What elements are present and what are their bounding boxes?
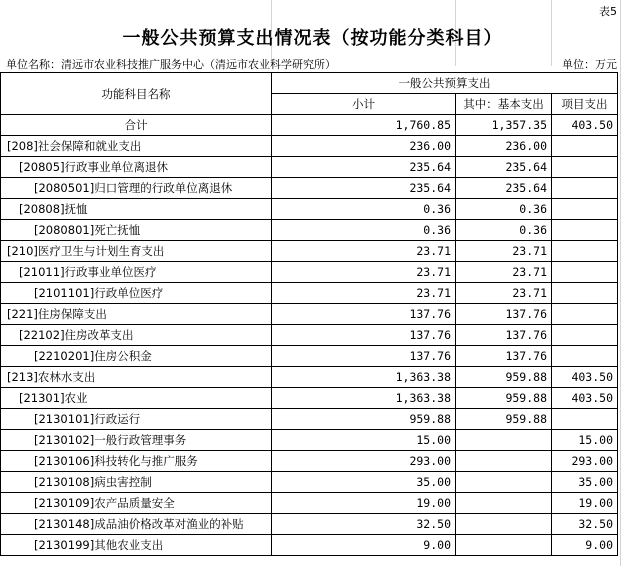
row-project-cell[interactable] <box>552 241 618 262</box>
row-project-cell[interactable] <box>552 346 618 367</box>
row-project-cell[interactable]: 19.00 <box>552 493 618 514</box>
row-name-cell[interactable]: [221]住房保障支出 <box>1 304 272 325</box>
table-row <box>1 409 618 430</box>
unit-name: 单位名称：清远市农业科技推广服务中心（清远市农业科学研究所） <box>6 58 336 71</box>
row-project-cell[interactable]: 403.50 <box>552 115 618 136</box>
row-basic-cell[interactable]: 137.76 <box>456 346 552 367</box>
row-subtotal-cell[interactable]: 137.76 <box>272 304 456 325</box>
row-basic-cell[interactable]: 23.71 <box>456 262 552 283</box>
table-row <box>1 535 618 556</box>
row-basic-cell[interactable]: 959.88 <box>456 388 552 409</box>
table-row <box>1 430 618 451</box>
table-row <box>1 451 618 472</box>
expenditure-table <box>0 72 618 556</box>
sheet-right-edge <box>620 0 621 566</box>
row-subtotal-cell[interactable]: 137.76 <box>272 325 456 346</box>
row-subtotal-cell[interactable]: 1,760.85 <box>272 115 456 136</box>
header-group-cell[interactable]: 一般公共预算支出 <box>272 73 618 94</box>
row-basic-cell[interactable]: 137.76 <box>456 304 552 325</box>
row-name-cell[interactable]: [2130106]科技转化与推广服务 <box>1 451 272 472</box>
row-basic-cell[interactable] <box>456 514 552 535</box>
row-name-cell[interactable]: [20805]行政事业单位离退休 <box>1 157 272 178</box>
table-row <box>1 388 618 409</box>
row-subtotal-cell[interactable]: 236.00 <box>272 136 456 157</box>
row-subtotal-cell[interactable]: 9.00 <box>272 535 456 556</box>
table-row <box>1 157 618 178</box>
header-basic-cell[interactable]: 其中：基本支出 <box>456 94 552 115</box>
row-name-cell[interactable]: [2130102]一般行政管理事务 <box>1 430 272 451</box>
row-subtotal-cell[interactable]: 32.50 <box>272 514 456 535</box>
row-name-cell[interactable]: 合计 <box>1 115 272 136</box>
row-project-cell[interactable]: 403.50 <box>552 388 618 409</box>
row-basic-cell[interactable]: 23.71 <box>456 283 552 304</box>
row-basic-cell[interactable]: 959.88 <box>456 367 552 388</box>
row-basic-cell[interactable]: 236.00 <box>456 136 552 157</box>
row-subtotal-cell[interactable]: 1,363.38 <box>272 367 456 388</box>
row-project-cell[interactable]: 9.00 <box>552 535 618 556</box>
row-name-cell[interactable]: [22102]住房改革支出 <box>1 325 272 346</box>
row-project-cell[interactable] <box>552 304 618 325</box>
row-basic-cell[interactable] <box>456 472 552 493</box>
row-name-cell[interactable]: [213]农林水支出 <box>1 367 272 388</box>
row-basic-cell[interactable] <box>456 430 552 451</box>
row-name-cell[interactable]: [2210201]住房公积金 <box>1 346 272 367</box>
row-basic-cell[interactable]: 1,357.35 <box>456 115 552 136</box>
table-row <box>1 346 618 367</box>
header-name-cell[interactable]: 功能科目名称 <box>1 73 272 115</box>
table-row <box>1 472 618 493</box>
row-project-cell[interactable] <box>552 283 618 304</box>
row-subtotal-cell[interactable]: 23.71 <box>272 241 456 262</box>
row-basic-cell[interactable]: 0.36 <box>456 199 552 220</box>
row-subtotal-cell[interactable]: 235.64 <box>272 157 456 178</box>
row-subtotal-cell[interactable]: 23.71 <box>272 283 456 304</box>
table-row <box>1 178 618 199</box>
row-name-cell[interactable]: [2080501]归口管理的行政单位离退休 <box>1 178 272 199</box>
row-name-cell[interactable]: [21011]行政事业单位医疗 <box>1 262 272 283</box>
table-row <box>1 262 618 283</box>
header-subtotal-cell[interactable]: 小计 <box>272 94 456 115</box>
row-basic-cell[interactable]: 235.64 <box>456 178 552 199</box>
row-basic-cell[interactable]: 23.71 <box>456 241 552 262</box>
row-subtotal-cell[interactable]: 0.36 <box>272 220 456 241</box>
row-subtotal-cell[interactable]: 137.76 <box>272 346 456 367</box>
row-basic-cell[interactable]: 235.64 <box>456 157 552 178</box>
row-subtotal-cell[interactable]: 0.36 <box>272 199 456 220</box>
row-subtotal-cell[interactable]: 235.64 <box>272 178 456 199</box>
row-basic-cell[interactable] <box>456 535 552 556</box>
row-project-cell[interactable] <box>552 220 618 241</box>
row-project-cell[interactable] <box>552 199 618 220</box>
row-subtotal-cell[interactable]: 959.88 <box>272 409 456 430</box>
row-project-cell[interactable]: 403.50 <box>552 367 618 388</box>
table-row <box>1 136 618 157</box>
row-name-cell[interactable]: [21301]农业 <box>1 388 272 409</box>
row-name-cell[interactable]: [2130148]成品油价格改革对渔业的补贴 <box>1 514 272 535</box>
row-name-cell[interactable]: [2080801]死亡抚恤 <box>1 220 272 241</box>
row-name-cell[interactable]: [210]医疗卫生与计划生育支出 <box>1 241 272 262</box>
row-subtotal-cell[interactable]: 23.71 <box>272 262 456 283</box>
row-subtotal-cell[interactable]: 15.00 <box>272 430 456 451</box>
row-basic-cell[interactable]: 0.36 <box>456 220 552 241</box>
row-project-cell[interactable] <box>552 157 618 178</box>
table-row <box>1 304 618 325</box>
table-row <box>1 283 618 304</box>
row-basic-cell[interactable] <box>456 493 552 514</box>
row-name-cell[interactable]: [2130199]其他农业支出 <box>1 535 272 556</box>
row-subtotal-cell[interactable]: 293.00 <box>272 451 456 472</box>
row-name-cell[interactable]: [2130101]行政运行 <box>1 409 272 430</box>
table-row <box>1 115 618 136</box>
table-row <box>1 241 618 262</box>
row-name-cell[interactable]: [2130108]病虫害控制 <box>1 472 272 493</box>
table-row <box>1 367 618 388</box>
header-project-cell[interactable]: 项目支出 <box>552 94 618 115</box>
row-project-cell[interactable]: 293.00 <box>552 451 618 472</box>
row-project-cell[interactable]: 32.50 <box>552 514 618 535</box>
table-row <box>1 220 618 241</box>
row-basic-cell[interactable]: 137.76 <box>456 325 552 346</box>
row-subtotal-cell[interactable]: 1,363.38 <box>272 388 456 409</box>
table-row <box>1 514 618 535</box>
table-row <box>1 199 618 220</box>
unit-measure: 单位：万元 <box>562 58 617 71</box>
row-subtotal-cell[interactable]: 35.00 <box>272 472 456 493</box>
row-basic-cell[interactable]: 959.88 <box>456 409 552 430</box>
row-project-cell[interactable] <box>552 262 618 283</box>
row-name-cell[interactable]: [2130109]农产品质量安全 <box>1 493 272 514</box>
row-name-cell[interactable]: [208]社会保障和就业支出 <box>1 136 272 157</box>
row-name-cell[interactable]: [20808]抚恤 <box>1 199 272 220</box>
row-project-cell[interactable]: 15.00 <box>552 430 618 451</box>
row-basic-cell[interactable] <box>456 451 552 472</box>
row-project-cell[interactable]: 35.00 <box>552 472 618 493</box>
sheet-tag: 表5 <box>599 5 617 18</box>
table-row <box>1 493 618 514</box>
row-subtotal-cell[interactable]: 19.00 <box>272 493 456 514</box>
row-project-cell[interactable] <box>552 178 618 199</box>
row-project-cell[interactable] <box>552 409 618 430</box>
row-name-cell[interactable]: [2101101]行政单位医疗 <box>1 283 272 304</box>
header-row-group <box>1 73 618 94</box>
table-row <box>1 325 618 346</box>
row-project-cell[interactable] <box>552 325 618 346</box>
report-title: 一般公共预算支出情况表（按功能分类科目） <box>122 28 503 49</box>
row-project-cell[interactable] <box>552 136 618 157</box>
